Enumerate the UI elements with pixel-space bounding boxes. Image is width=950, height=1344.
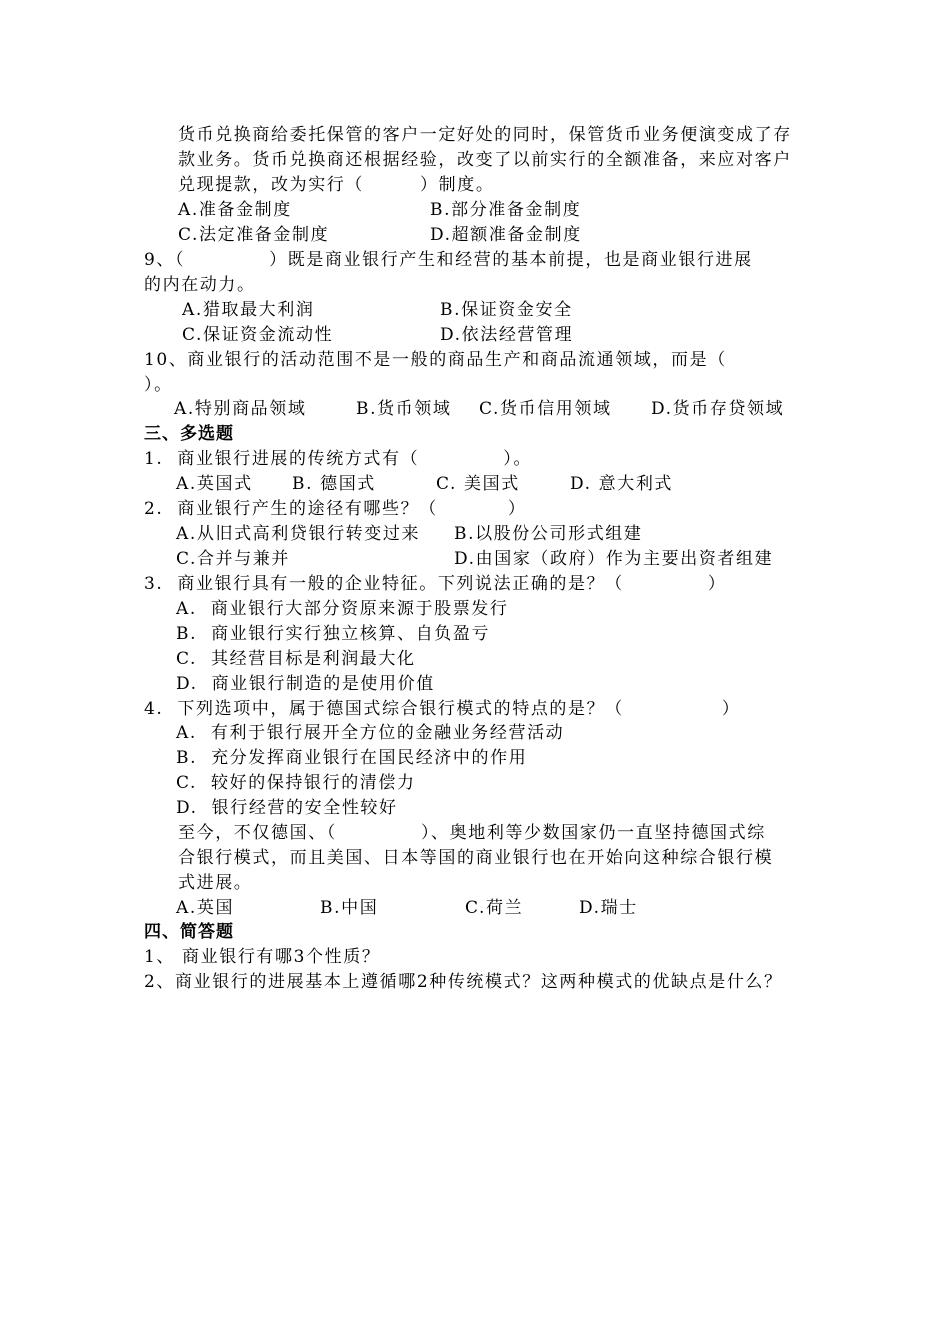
- m4-option-c: C. 较好的保持银行的清偿力: [176, 773, 416, 793]
- m4-option-b: B. 充分发挥商业银行在国民经济中的作用: [176, 748, 528, 768]
- m2-option-c: C.合并与兼并: [176, 549, 291, 569]
- m4-stem: 4. 下列选项中，属于德国式综合银行模式的特点的是？（ ）: [144, 699, 741, 719]
- m2-stem: 2. 商业银行产生的途径有哪些？（ ）: [144, 499, 527, 519]
- m3-option-c: C. 其经营目标是利润最大化: [176, 649, 416, 669]
- q8-line1: 货币兑换商给委托保管的客户一定好处的同时，保管货币业务便演变成了存: [178, 125, 792, 145]
- q9-option-d: D.依法经营管理: [440, 325, 574, 345]
- q9-line1: 9、（ ）既是商业银行产生和经营的基本前提，也是商业银行进展: [144, 250, 753, 270]
- q8-option-a: A.准备金制度: [178, 200, 292, 220]
- m1-option-c: C. 美国式: [436, 474, 520, 494]
- q8-option-d: D.超额准备金制度: [430, 225, 582, 245]
- m5-option-a: A.英国: [176, 898, 235, 918]
- m5-line1: 至今，不仅德国、（ ）、奥地利等少数国家仍一直坚持德国式综: [178, 823, 766, 843]
- m4-option-d: D. 银行经营的安全性较好: [176, 798, 398, 818]
- m2-option-b: B.以股份公司形式组建: [454, 524, 643, 544]
- q9-line2: 的内在动力。: [144, 275, 256, 295]
- m5-option-c: C.荷兰: [465, 898, 524, 918]
- q10-line2: ）。: [144, 375, 173, 395]
- q9-option-b: B.保证资金安全: [440, 300, 573, 320]
- q8-option-b: B.部分准备金制度: [430, 200, 582, 220]
- m1-option-d: D. 意大利式: [570, 474, 674, 494]
- q9-option-a: A.猎取最大利润: [182, 300, 315, 320]
- m3-stem: 3. 商业银行具有一般的企业特征。下列说法正确的是？（ ）: [144, 574, 727, 594]
- m3-option-b: B. 商业银行实行独立核算、自负盈亏: [176, 624, 491, 644]
- s1-question: 1、 商业银行有哪3个性质？: [144, 947, 381, 967]
- q10-option-d: D.货币存贷领域: [651, 399, 785, 419]
- section4-heading: 四、简答题: [144, 922, 234, 942]
- m5-option-d: D.瑞士: [579, 898, 638, 918]
- q10-line1: 10、商业银行的活动范围不是一般的商品生产和商品流通领域，而是（: [144, 350, 727, 370]
- q9-option-c: C.保证资金流动性: [182, 325, 334, 345]
- m1-option-b: B. 德国式: [292, 474, 376, 494]
- section3-heading: 三、多选题: [144, 424, 234, 444]
- q10-option-b: B.货币领域: [356, 399, 452, 419]
- m1-option-a: A.英国式: [176, 474, 253, 494]
- m5-option-b: B.中国: [320, 898, 379, 918]
- m2-option-a: A.从旧式高利贷银行转变过来: [176, 524, 421, 544]
- q10-option-c: C.货币信用领域: [479, 399, 612, 419]
- q8-line2: 款业务。货币兑换商还根据经验，改变了以前实行的全额准备，来应对客户: [178, 150, 792, 170]
- q10-option-a: A.特别商品领域: [174, 399, 307, 419]
- m5-line3: 式进展。: [178, 873, 253, 893]
- m4-option-a: A. 有利于银行展开全方位的金融业务经营活动: [176, 723, 565, 743]
- m3-option-d: D. 商业银行制造的是使用价值: [176, 674, 435, 694]
- q8-option-c: C.法定准备金制度: [178, 225, 330, 245]
- q8-line3: 兑现提款，改为实行（ ）制度。: [178, 175, 495, 195]
- m2-option-d: D.由国家（政府）作为主要出资者组建: [454, 549, 774, 569]
- m5-line2: 合银行模式，而且美国、日本等国的商业银行也在开始向这种综合银行模: [178, 848, 774, 868]
- m1-stem: 1. 商业银行进展的传统方式有（ ）。: [144, 449, 532, 469]
- m3-option-a: A. 商业银行大部分资原来源于股票发行: [176, 599, 509, 619]
- s2-question: 2、商业银行的进展基本上遵循哪2种传统模式？这两种模式的优缺点是什么？: [144, 972, 783, 992]
